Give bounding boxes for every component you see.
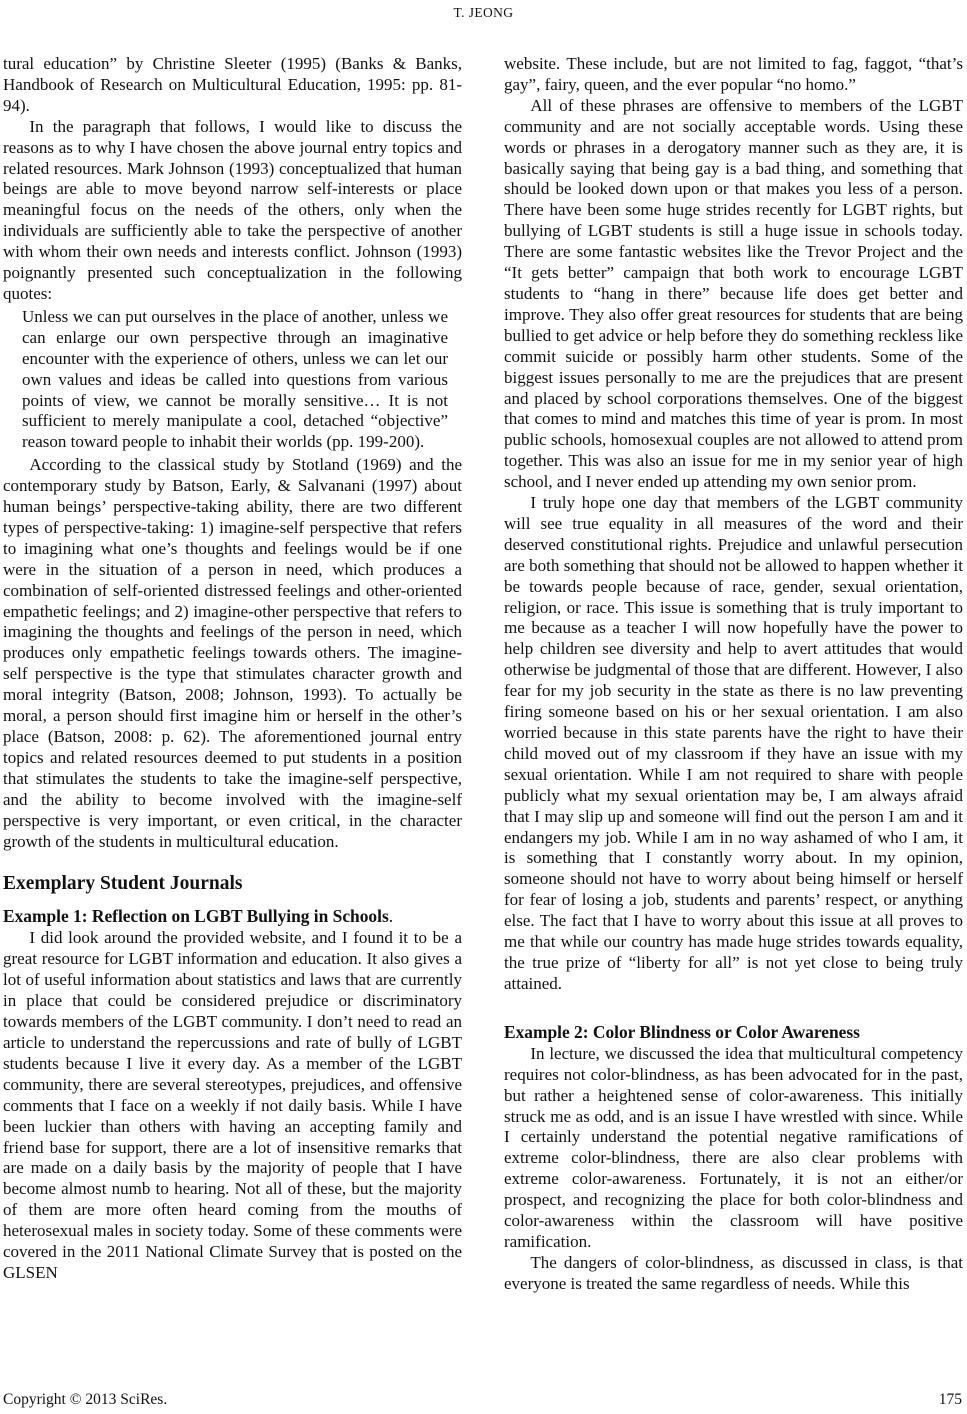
example1-heading-period: . — [388, 906, 394, 927]
page-footer — [3, 1391, 962, 1409]
paragraph-dangers: The dangers of color-blindness, as discussed in class, is that everyone is treated the same regardless of needs. While this — [504, 1252, 963, 1293]
paragraph-offensive: All of these phrases are offensive to members of the LGBT community and are not socially acceptable words. Using these words or phrases in a derogatory manner such as they are, it is basically saying that being gay is a bad thing, and something that should be looked down upon or that makes you less of a person. There have been some huge strides recently for LGBT rights, but bullying of LGBT students is still a huge issue in schools today. There are some fantastic websites like the Trevor Project and the “It gets better” campaign that both work to encourage LGBT students to “hang in there” because life does get better and improve. They also offer great resources for students that are being bullied to get advice or help before they do something reckless like commit suicide or possibly harm other students. Some of the biggest issues personally to me are the prejudices that are present and placed by school corporations themselves. One of the biggest that comes to mind and matches this time of year is prom. In most public schools, homosexual couples are not allowed to attend prom together. This was also an issue for me in my senior year of high school, and I never ended up attending my own senior prom. — [504, 95, 963, 492]
paragraph-reasons: In the paragraph that follows, I would like to discuss the reasons as to why I have chosen the above journal entry topics and related resources. Mark Johnson (1993) conceptualized that human beings are able to move beyond narrow self-interests or place meaningful focus on the needs of the others, only when the individuals are sufficiently able to take the perspective of another with whom their own needs and interests conflict. Johnson (1993) poignantly presented such conceptualization in the following quotes: — [3, 116, 462, 303]
example2-heading: Example 2: Color Blindness or Color Awareness — [504, 1021, 860, 1042]
copyright-notice: Copyright © 2013 SciRes. — [3, 1391, 168, 1408]
paragraph-example2: In lecture, we discussed the idea that multicultural competency requires not color-blindness, as has been advocated for in the past, but rather a heightened sense of color-awareness. This initially struck me as odd, and is an issue I have wrestled with since. While I certainly understand the potential negative ramifications of extreme color-blindness, there are also clear problems with extreme color-awareness. Fortunately, it is not an either/or prospect, and recognizing the place for both color-blindness and color-awareness within the classroom will have positive ramification. — [504, 1043, 963, 1251]
block-quote: Unless we can put ourselves in the place of another, unless we can enlarge our own perspective through an imaginative encounter with the experience of others, unless we can let our own values and ideas be called into questions from various points of view, we cannot be morally sensitive… It is not sufficient to merely manipulate a cool, detached “objective” reason toward people to inhabit their worlds (pp. 199-200). — [22, 306, 448, 452]
left-column — [3, 54, 462, 1295]
paragraph-continuation: website. These include, but are not limited to fag, faggot, “that’s gay”, fairy, queen, and the ever popular “no homo.” — [504, 54, 963, 94]
example1-heading — [3, 906, 462, 927]
paragraph-hope: I truly hope one day that members of the LGBT community will see true equality in all measures of the word and their deserved constitutional rights. Prejudice and unlawful persecution are both something that should not be allowed to happen whether it be towards people because of race, gender, sexual orientation, religion, or race. This issue is something that is truly important to me because as a teacher I will now hopefully have the power to help children see diversity and help to avert attitudes that would otherwise be judgmental of those that are different. However, I also fear for my job security in the state as there is no law preventing firing someone based on his or her sexual orientation. I am also worried because in this state parents have the right to have their child moved out of my classroom if they have an issue with my sexual orientation. While I am not required to share with people publicly what my sexual orientation may be, I am always afraid that I may slip up and someone will find out the person I am and it endangers my job. While I am in no way ashamed of who I am, it is something that I constantly worry about. In my opinion, someone should not have to worry about being himself or herself for fear of losing a job, students and parents’ respect, or anything else. The fact that I have to worry about this issue at all proves to me that while our country has made huge strides towards equality, the true prize of “liberty for all” is not yet close to being truly attained. — [504, 493, 963, 993]
running-head: T. JEONG — [453, 5, 514, 20]
section-heading-exemplary-student-journals: Exemplary Student Journals — [3, 873, 243, 895]
paragraph-continuation: tural education” by Christine Sleeter (1995) (Banks & Banks, Handbook of Research on Multicultural Education, 1995: pp. 81-94). — [3, 54, 462, 115]
paragraph-example1: I did look around the provided website, and I found it to be a great resource for LGBT information and education. It also gives a lot of useful information about statistics and laws that are currently in place that could be considered prejudice or discriminatory towards members of the LGBT community. I don’t need to read an article to understand the repercussions and rate of bully of LGBT students because I live it every day. As a member of the LGBT community, there are several stereotypes, prejudices, and offensive comments that I face on a weekly if not daily basis. While I have been luckier than others with having an accepting family and friend base for support, there are a lot of insensitive remarks that are made on a daily basis by the majority of people that I have become almost numb to hearing. Not all of these, but the majority of them are more often heard coming from the mouths of heterosexual males in society today. Some of these comments were covered in the 2011 National Climate Survey that is posted on the GLSEN — [3, 928, 462, 1282]
paragraph-according: According to the classical study by Stotland (1969) and the contemporary study by Batson, Early, & Salvanani (1997) about human beings’ perspective-taking ability, there are two different types of perspective-taking: 1) imagine-self perspective that refers to imagining what one’s thoughts and feelings would be if one were in the situation of a person in need, which produces a combination of self-oriented distressed feelings and other-oriented empathetic feelings; and 2) imagine-other perspective that refers to imagining the thoughts and feelings of the person in need, which produces only empathetic feelings towards others. The imagine-self perspective is the type that stimulates character growth and moral integrity (Batson, 2008; Johnson, 1993). To actually be moral, a person should first imagine him or herself in the other’s place (Batson, 2008: p. 62). The aforementioned journal entry topics and related resources deemed to put students in a position that stimulates the students to take the imagine-self perspective, and the ability to become involved with the imagine-self perspective is very important, or even critical, in the character growth of the students in multicultural education. — [3, 455, 462, 851]
example1-heading-text: Example 1: Reflection on LGBT Bullying in Schools — [3, 906, 389, 927]
page-number: 175 — [938, 1391, 962, 1408]
right-column — [504, 54, 963, 1295]
two-column-body — [0, 54, 967, 1295]
